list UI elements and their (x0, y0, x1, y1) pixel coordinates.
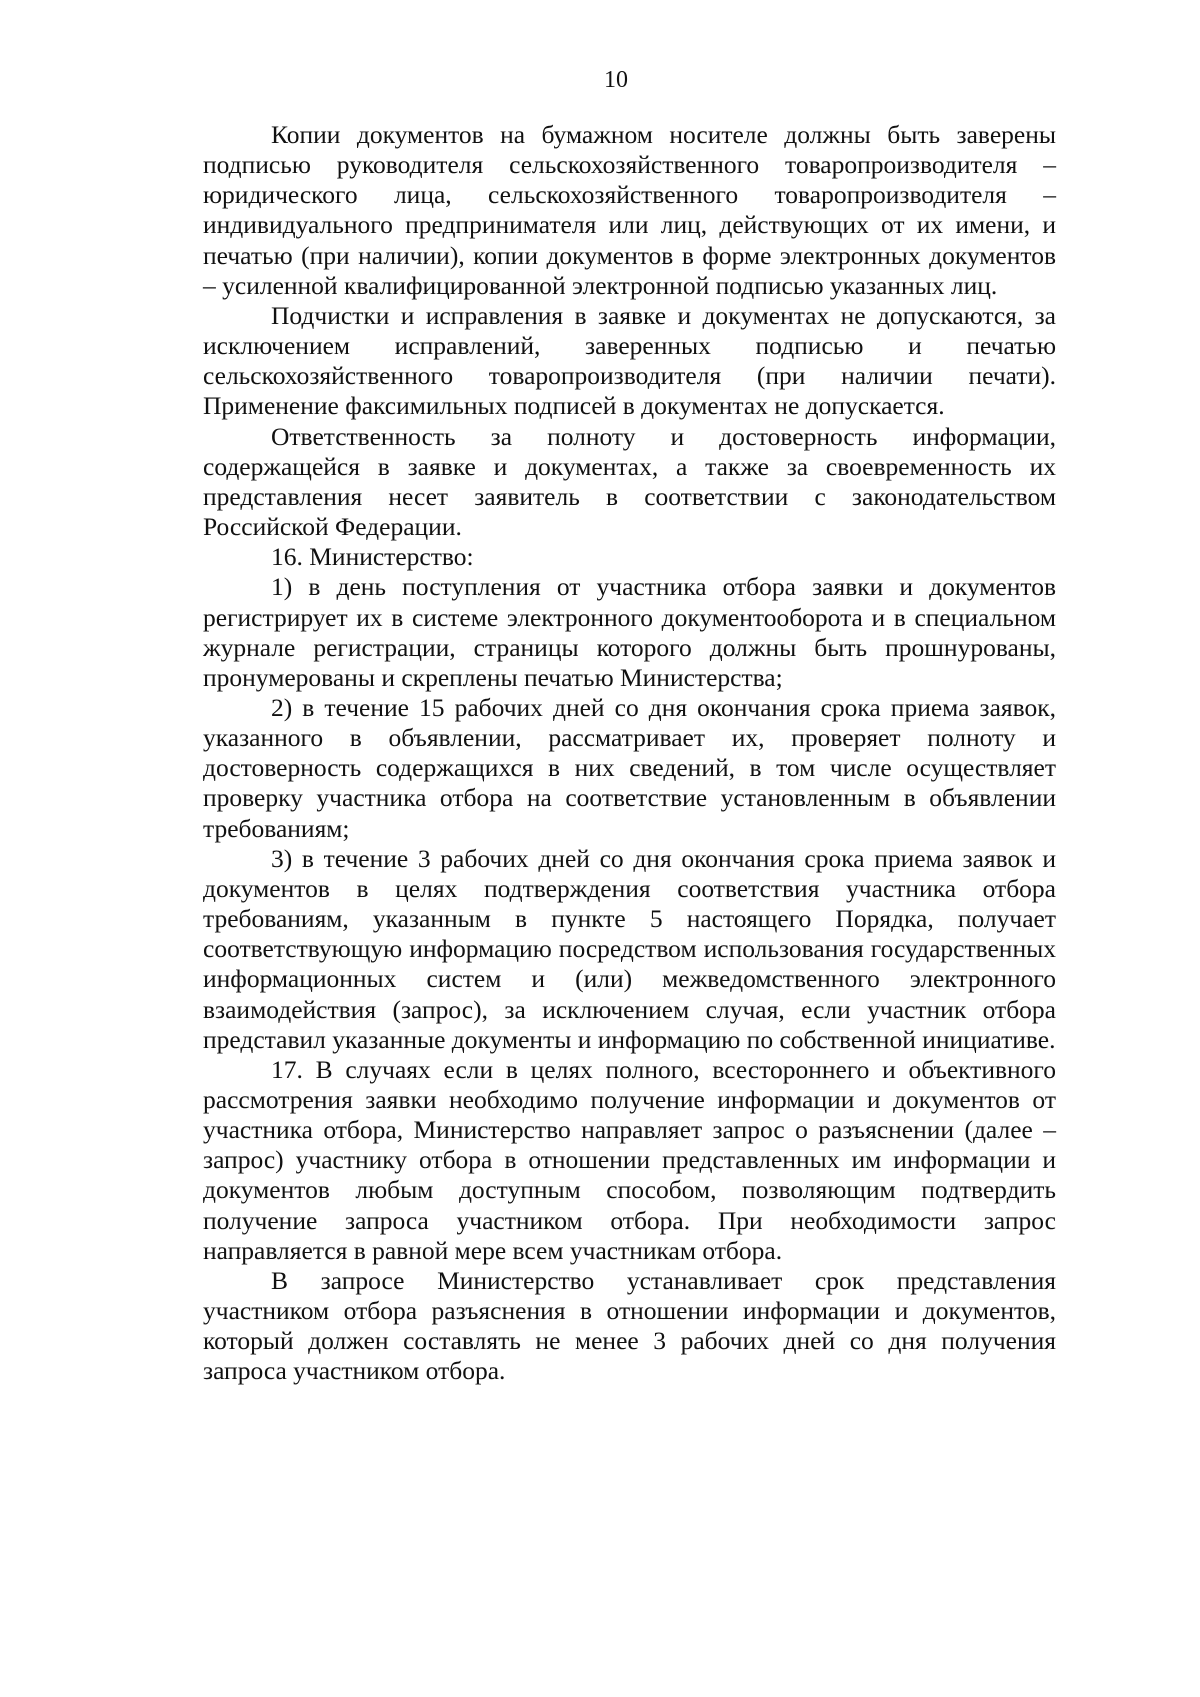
paragraph-item-16-heading: 16. Министерство: (271, 542, 474, 572)
document-body (203, 120, 1056, 1387)
paragraph-request-deadline: В запросе Министерство устанавливает срок представления участником отбора разъяснения в отношении информации и документов, который должен составлять не менее 3 рабочих дней со дня получения запроса участником отбора. (203, 1265, 1056, 1386)
paragraph-item-16-2: 2) в течение 15 рабочих дней со дня окончания срока приема заявок, указанного в объявлении, рассматривает их, проверяет полноту и достоверность содержащихся в них сведений, в том числе осуществляет проверку участника отбора на соответствие установленным в объявлении требованиям; (203, 692, 1056, 843)
page-number: 10 (604, 67, 628, 93)
paragraph-copies-certification: Копии документов на бумажном носителе должны быть заверены подписью руководителя сельскохозяйственного товаропроизводителя – юридического лица, сельскохозяйственного товаропроизводителя – индивидуального предпринимателя или лиц, действующих от их имени, и печатью (при наличии), копии документов в форме электронных документов – усиленной квалифицированной электронной подписью указанных лиц. (203, 120, 1056, 300)
paragraph-responsibility: Ответственность за полноту и достоверность информации, содержащейся в заявке и документах, а также за своевременность их представления несет заявитель в соответствии с законодательством Российской Федерации. (203, 421, 1056, 542)
paragraph-no-corrections: Подчистки и исправления в заявке и документах не допускаются, за исключением исправлений, заверенных подписью и печатью сельскохозяйственного товаропроизводителя (при наличии печати). Применение факсимильных подписей в документах не допускается. (203, 300, 1056, 421)
paragraph-item-17: 17. В случаях если в целях полного, всестороннего и объективного рассмотрения заявки необходимо получение информации и документов от участника отбора, Министерство направляет запрос о разъяснении (далее – запрос) участнику отбора в отношении представленных им информации и документов любым доступным способом, позволяющим подтвердить получение запроса участником отбора. При необходимости запрос направляется в равной мере всем участникам отбора. (203, 1054, 1056, 1265)
paragraph-item-16-1: 1) в день поступления от участника отбора заявки и документов регистрирует их в системе электронного документооборота и в специальном журнале регистрации, страницы которого должны быть прошнурованы, пронумерованы и скреплены печатью Министерства; (203, 572, 1056, 692)
paragraph-item-16-3: 3) в течение 3 рабочих дней со дня окончания срока приема заявок и документов в целях подтверждения соответствия участника отбора требованиям, указанным в пункте 5 настоящего Порядка, получает соответствующую информацию посредством использования государственных информационных систем и (или) межведомственного электронного взаимодействия (запрос), за исключением случая, если участник отбора представил указанные документы и информацию по собственной инициативе. (203, 843, 1056, 1054)
